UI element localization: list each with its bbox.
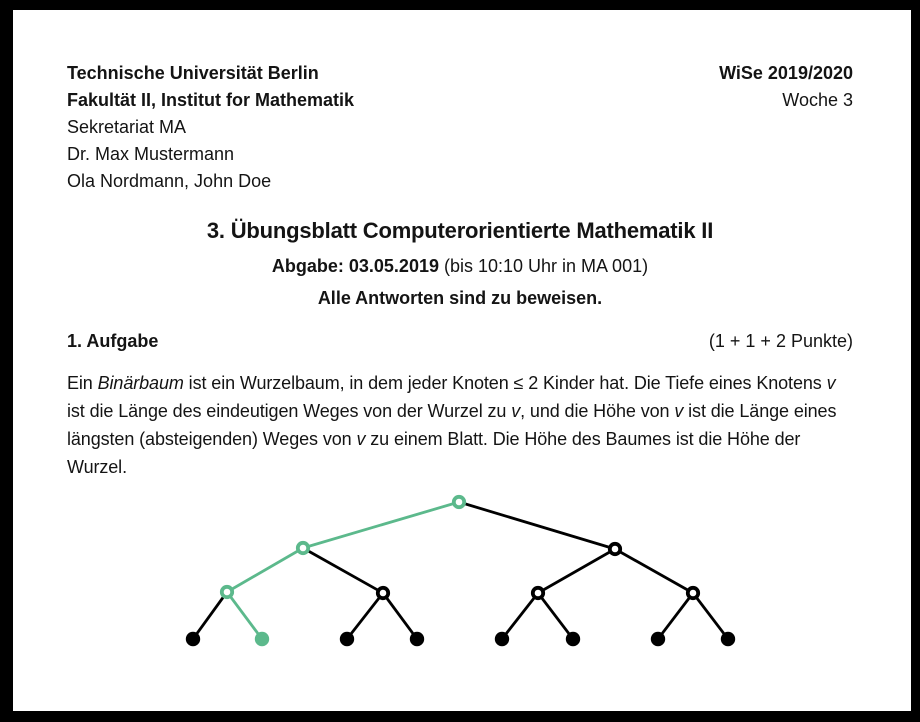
header-line: Sekretariat MA	[67, 117, 187, 137]
italic-term: v	[511, 401, 521, 421]
header-line: Dr. Max Mustermann	[67, 144, 235, 164]
header-line: WiSe 2019/2020	[719, 63, 853, 83]
submission-deadline: Abgabe: 03.05.2019	[271, 256, 439, 276]
paragraph-text: , und die Höhe von	[520, 401, 675, 421]
submission-details: (bis 10:10 Uhr in MA 001)	[438, 256, 649, 276]
tree-leaf-node	[566, 632, 580, 646]
tree-leaf-node	[495, 632, 509, 646]
exercise-definition-paragraph	[67, 369, 853, 481]
tree-edge	[615, 549, 693, 593]
italic-term: v	[826, 373, 836, 393]
tree-edge	[658, 593, 693, 639]
tree-leaf-node	[186, 632, 200, 646]
tree-inner-node	[222, 587, 232, 597]
italic-term: Binärbaum	[97, 373, 184, 393]
italic-term: v	[356, 429, 366, 449]
header-institution-block	[67, 60, 354, 195]
tree-leaf-node	[410, 632, 424, 646]
paragraph-text: Ein	[67, 373, 98, 393]
tree-edge	[193, 592, 227, 639]
tree-inner-node	[533, 588, 543, 598]
exercise-points: (1 + 1 + 2 Punkte)	[708, 331, 853, 351]
italic-term: v	[674, 401, 684, 421]
tree-leaf-node	[721, 632, 735, 646]
tree-leaf-node	[340, 632, 354, 646]
tree-edge	[459, 502, 615, 549]
tree-edge	[538, 593, 573, 639]
header-semester-block	[719, 60, 853, 114]
tree-edge	[303, 502, 459, 548]
submission-info	[67, 254, 853, 278]
page-title: 3. Übungsblatt Computerorientierte Mathematik II	[206, 218, 714, 243]
exercise-label: 1. Aufgabe	[67, 331, 159, 351]
header-line: Fakultät II, Institut for Mathematik	[67, 90, 355, 110]
header-line: Technische Universität Berlin	[67, 63, 319, 83]
tree-inner-node	[688, 588, 698, 598]
tree-inner-node	[378, 588, 388, 598]
tree-edge	[538, 549, 615, 593]
proof-notice: Alle Antworten sind zu beweisen.	[317, 288, 603, 308]
tree-inner-node	[610, 544, 620, 554]
tree-inner-node	[298, 543, 308, 553]
tree-edge	[227, 548, 303, 592]
paragraph-text: ist ein Wurzelbaum, in dem jeder Knoten ≤ 2 Kinder hat. Die Tiefe eines Knotens	[183, 373, 827, 393]
tree-edge	[227, 592, 262, 639]
tree-inner-node	[454, 497, 464, 507]
page-content	[13, 10, 911, 711]
document-header	[67, 60, 853, 195]
tree-leaf-node	[651, 632, 665, 646]
tree-edge	[383, 593, 417, 639]
paragraph-text: ist die Länge des eindeutigen Weges von der Wurzel zu	[67, 401, 512, 421]
tree-edge	[347, 593, 383, 639]
tree-edge	[693, 593, 728, 639]
paragraph-text: ist die Länge eines längsten (absteigenden) Weges von	[67, 401, 837, 449]
header-line: Woche 3	[782, 90, 853, 110]
header-line: Ola Nordmann, John Doe	[67, 171, 272, 191]
tree-leaf-node	[255, 632, 269, 646]
paragraph-text: zu einem Blatt. Die Höhe des Baumes ist die Höhe der Wurzel.	[67, 429, 801, 477]
tree-edge	[502, 593, 538, 639]
tree-edge	[303, 548, 383, 593]
exercise-heading-row	[67, 329, 853, 353]
